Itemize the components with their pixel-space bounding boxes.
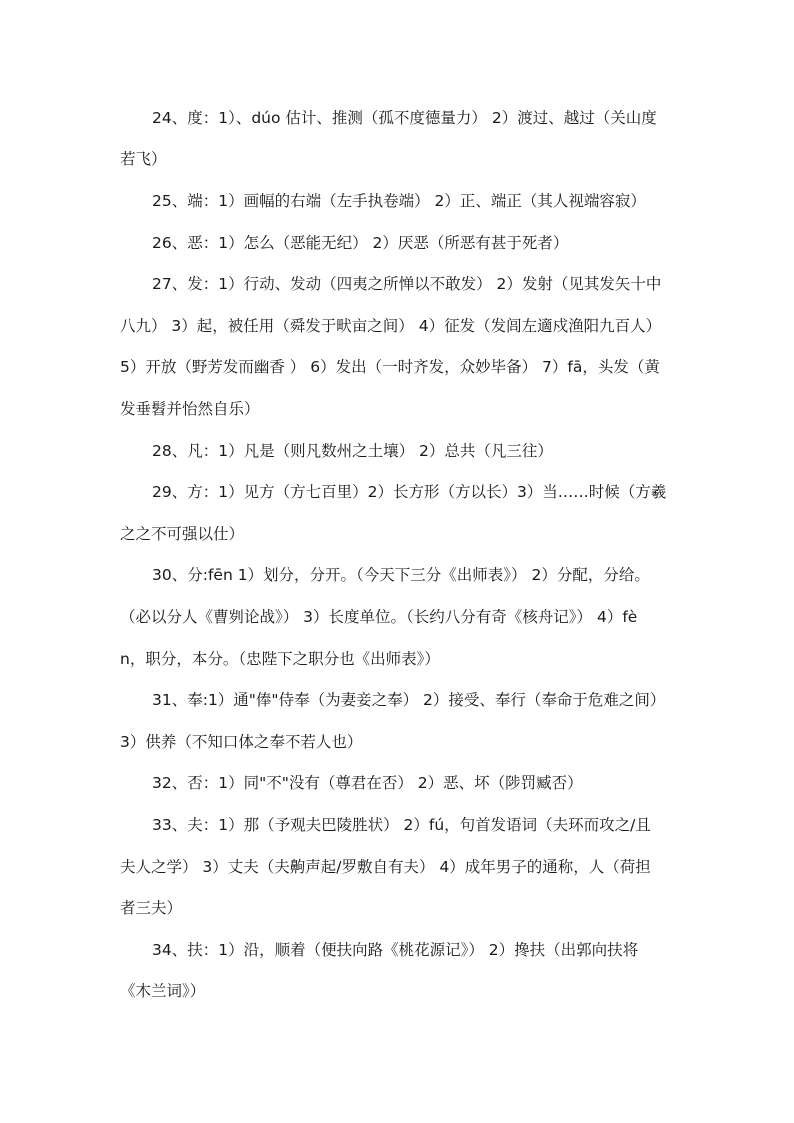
entry-24-line-1: 24、度：1）、dúo 估计、推测（孤不度德量力） 2）渡过、越过（关山度 — [152, 109, 657, 127]
entry-25-line-1: 25、端：1）画幅的右端（左手执卷端） 2）正、端正（其人视端容寂） — [152, 192, 646, 210]
entry-32-line-1: 32、否：1）同"不"没有（尊君在否） 2）恶、坏（陟罚臧否） — [152, 774, 583, 792]
entry-30-line-2: （必以分人《曹刿论战》） 3）长度单位。（长约八分有奇《核舟记》） 4）fè — [120, 608, 638, 626]
entry-24-line-2: 若飞） — [120, 150, 167, 168]
entry-27-line-3: 5）开放（野芳发而幽香 ） 6）发出（一时齐发，众妙毕备） 7）fā，头发（黄 — [120, 358, 660, 376]
entry-27-line-1: 27、发：1）行动、发动（四夷之所惮以不敢发） 2）发射（见其发矢十中 — [152, 275, 662, 293]
entry-33-line-2: 夫人之学） 3）丈夫（夫齁声起/罗敷自有夫） 4）成年男子的通称，人（荷担 — [120, 858, 651, 876]
entry-31-line-1: 31、奉:1）通"俸"侍奉（为妻妾之奉） 2）接受、奉行（奉命于危难之间） — [152, 691, 666, 709]
entry-30-line-1: 30、分:fēn 1）划分，分开。（今天下三分《出师表》） 2）分配，分给。 — [152, 566, 650, 584]
entry-33-line-1: 33、夫：1）那（予观夫巴陵胜状） 2）fú，句首发语词（夫环而攻之/且 — [152, 816, 651, 834]
entry-34-line-1: 34、扶：1）沿，顺着（便扶向路《桃花源记》） 2）搀扶（出郭向扶将 — [152, 941, 639, 959]
entry-26-line-1: 26、恶：1）怎么（恶能无纪） 2）厌恶（所恶有甚于死者） — [152, 234, 569, 252]
entry-33-line-3: 者三夫） — [120, 899, 183, 917]
entry-31-line-2: 3）供养（不知口体之奉不若人也） — [120, 733, 363, 751]
entry-28-line-1: 28、凡：1）凡是（则凡数州之土壤） 2）总共（凡三往） — [152, 442, 553, 460]
entry-30-line-3: n，职分，本分。（忠陛下之职分也《出师表》） — [120, 650, 440, 668]
entry-27-line-4: 发垂髫并怡然自乐） — [120, 400, 260, 418]
entry-29-line-2: 之之不可强以仕） — [120, 525, 245, 543]
entry-34-line-2: 《木兰词》） — [120, 982, 206, 1000]
entry-29-line-1: 29、方：1）见方（方七百里）2）长方形（方以长）3）当……时候（方羲 — [152, 483, 667, 501]
entry-27-line-2: 八九） 3）起，被任用（舜发于畎亩之间） 4）征发（发闾左適戍渔阳九百人） — [120, 317, 662, 335]
